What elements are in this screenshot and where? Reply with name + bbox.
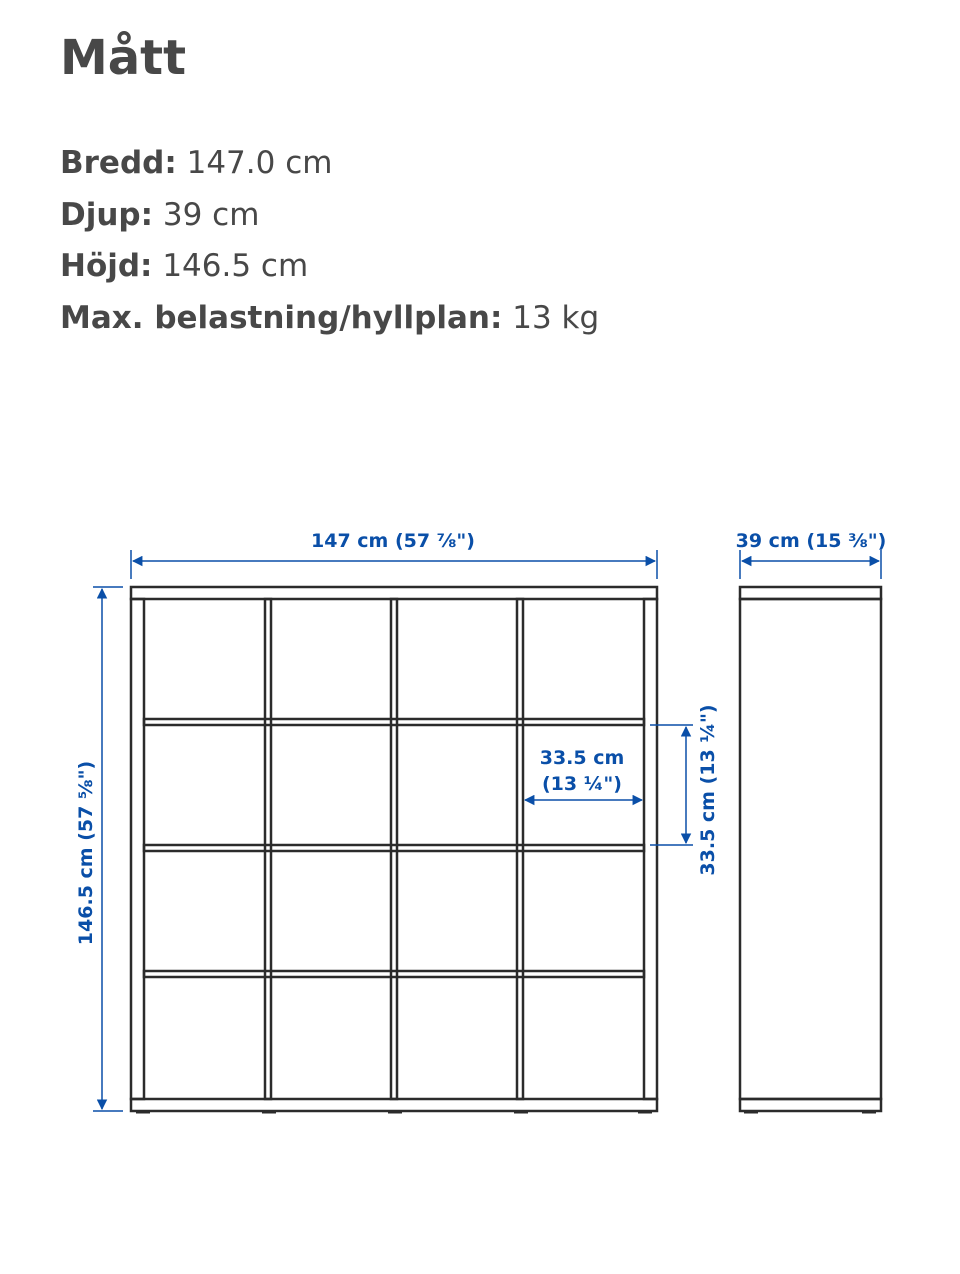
side-panel (740, 599, 881, 1099)
spec-label: Max. belastning/hyllplan: (60, 299, 503, 336)
spec-label: Bredd: (60, 145, 177, 181)
side-bottom-board (740, 1099, 881, 1111)
left-side-panel (131, 599, 144, 1099)
side-top-board (740, 587, 881, 599)
compartment-height-label: 33.5 cm (13 ¼") (697, 704, 719, 876)
side-view (740, 587, 881, 1112)
spec-label: Djup: (60, 196, 154, 233)
shelf-board (144, 719, 644, 725)
vertical-divider (265, 599, 271, 1099)
vertical-divider (391, 599, 397, 1099)
height-label: 146.5 cm (57 ⅝") (75, 760, 97, 946)
page-title: Mått (60, 30, 187, 86)
front-view (131, 587, 657, 1112)
right-side-panel (644, 599, 657, 1099)
spec-value: 39 cm (162, 196, 260, 233)
width-label: 147 cm (57 ⅞") (311, 530, 475, 552)
vertical-divider (517, 599, 523, 1099)
spec-value: 147.0 cm (186, 145, 333, 181)
compartment-width-label: 33.5 cm (539, 747, 625, 769)
bottom-board (131, 1099, 657, 1111)
top-board (131, 587, 657, 599)
shelf-board (144, 971, 644, 977)
dimension-lines (93, 550, 881, 1111)
shelf-board (144, 845, 644, 851)
spec-value: 146.5 cm (162, 248, 309, 284)
spec-value: 13 kg (512, 299, 600, 336)
depth-label: 39 cm (15 ⅜") (735, 530, 887, 552)
compartment-width-sub-label: (13 ¼") (542, 773, 622, 795)
spec-label: Höjd: (60, 248, 153, 284)
